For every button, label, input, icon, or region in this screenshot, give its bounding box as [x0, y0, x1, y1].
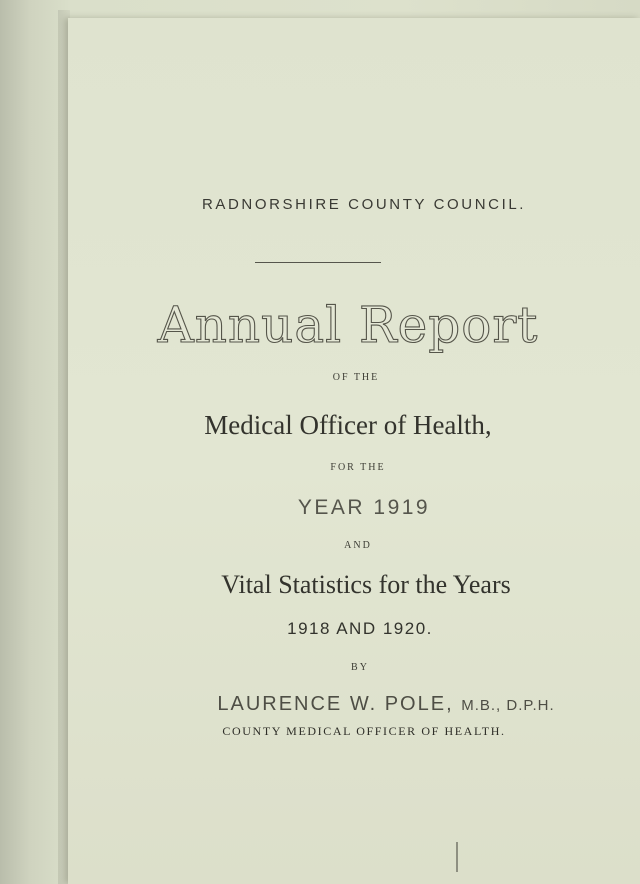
council-name: RADNORSHIRE COUNTY COUNCIL. [201, 196, 527, 213]
and-text: AND [344, 540, 372, 551]
author-qualifications: M.B., D.P.H. [461, 697, 555, 714]
vital-statistics-line: Vital Statistics for the Years [221, 570, 511, 599]
scan-mark [456, 842, 458, 872]
of-the-text: OF THE [332, 372, 380, 383]
office-title: Medical Officer of Health, [204, 410, 492, 440]
author-office: COUNTY MEDICAL OFFICER OF HEALTH. [222, 724, 506, 738]
report-title: Annual Report [157, 296, 539, 354]
by-text: BY [351, 662, 369, 673]
for-the-text: FOR THE [330, 462, 386, 473]
author-line [100, 693, 640, 716]
report-year: YEAR 1919 [297, 496, 431, 519]
author-name: LAURENCE W. POLE, [217, 693, 454, 715]
statistics-years: 1918 AND 1920. [287, 619, 433, 638]
divider-rule [255, 262, 381, 263]
document-page [68, 18, 640, 884]
